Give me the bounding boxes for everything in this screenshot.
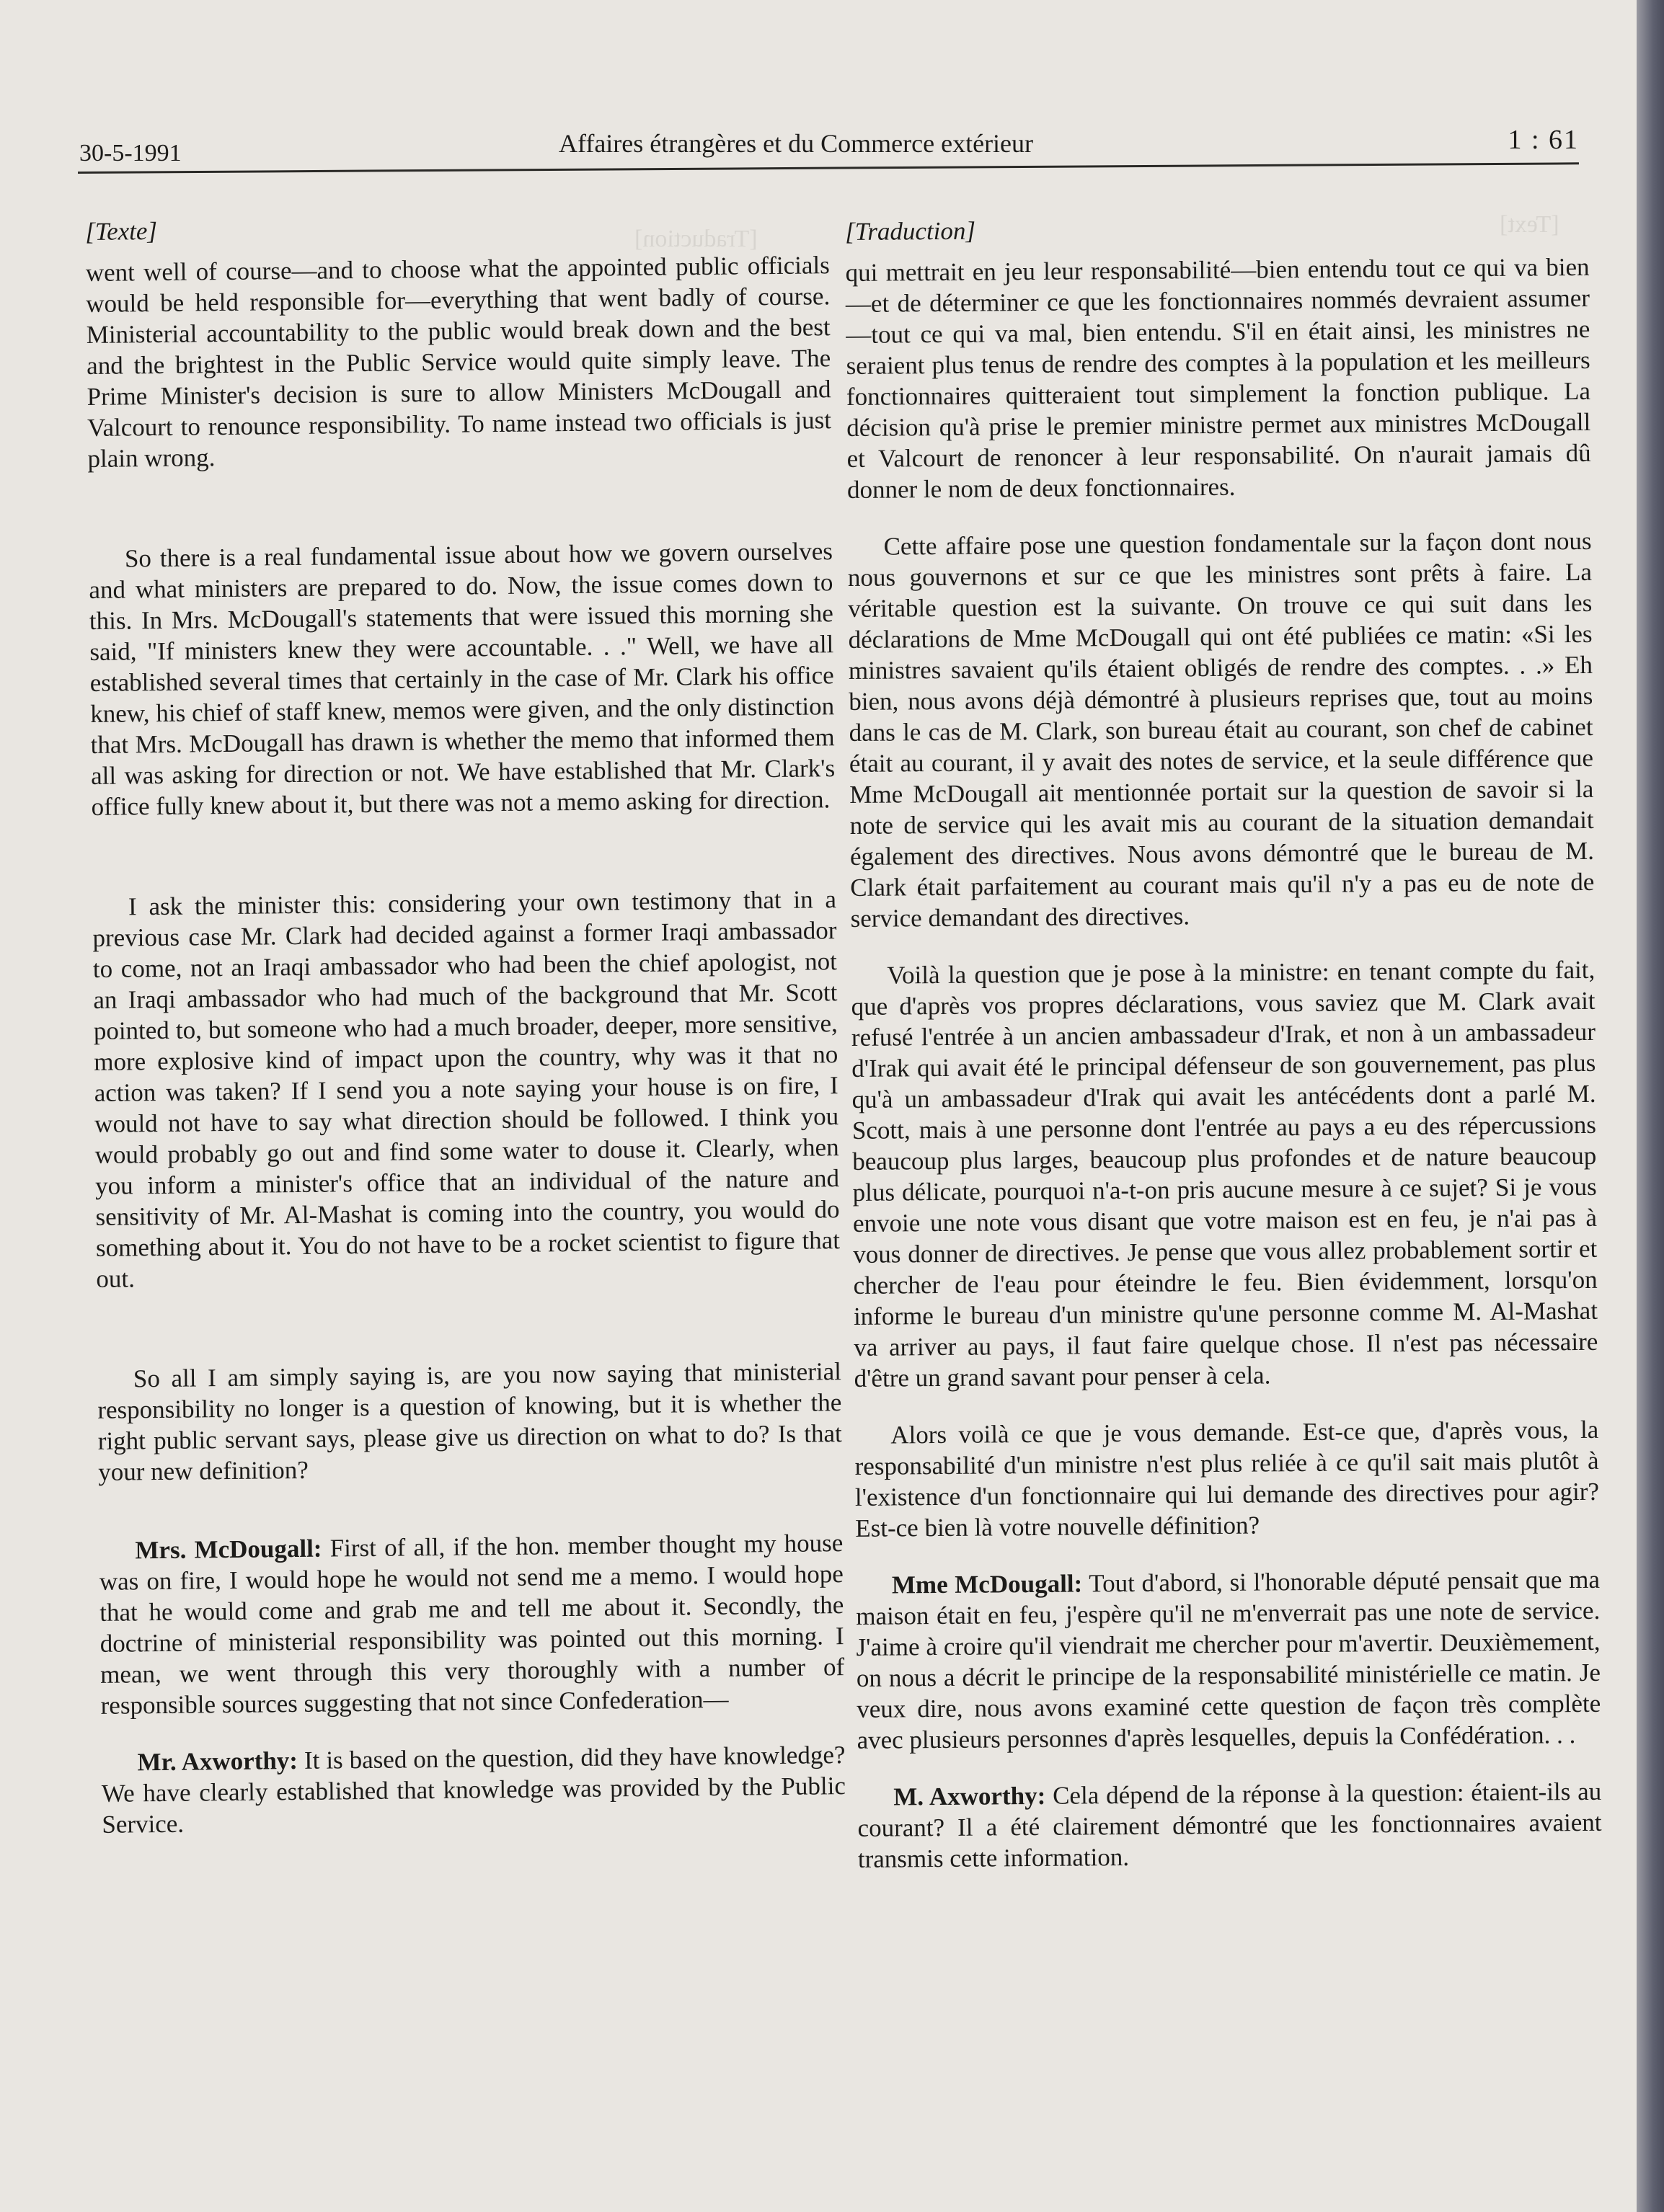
paragraph: Alors voilà ce que je vous demande. Est-ce que, d'après vous, la responsabilité d'un ministre n'est plus reliée à ce qu'il sait mais plutôt à l'existence d'un fonctionnaire qui lui demande des directives pour agir? Est-ce bien là votre nouvelle définition? bbox=[854, 1415, 1600, 1542]
speaker-paragraph bbox=[99, 1527, 845, 1721]
header-page-number: 1 : 61 bbox=[1508, 125, 1579, 155]
column-label-text: Texte bbox=[94, 217, 148, 246]
show-through-text: [Text] bbox=[1500, 211, 1559, 238]
speaker-name: Mme McDougall: bbox=[891, 1569, 1083, 1599]
paragraph: went well of course—and to choose what the appointed public officials would be held responsible for—everything that went badly of course. Ministerial accountability to the public would break down and the best and the brightest in the Public Service would quite simply leave. The Prime Minister's decision is sure to allow Ministers McDougall and Valcourt to renounce responsibility. To name instead two officials is just plain wrong. bbox=[85, 251, 832, 473]
speaker-text: Tout d'abord, si l'honorable député pensait que ma maison était en feu, j'espère qu'il ne m'enverrait pas une note de service. J'aime à croire qu'il viendrait me chercher pour m'avertir. Deuxièmement, on nous a décrit le principe de la responsabilité ministérielle ce matin. Je veux dire, nous avons examiné cette question de façon très complète avec plusieurs personnes d'après lesquelles, depuis la Confédération. . . bbox=[856, 1565, 1601, 1754]
paragraph: I ask the minister this: considering your own testimony that in a previous case Mr. Clark had decided against a former Iraqi ambassador to come, not an Iraqi ambassador who had been the chief apologist, not an Iraqi ambassador who had much of the background that Mr. Scott pointed to, but someone who had a much broader, deeper, more sensitive, more explosive kind of impact upon the country, why was it that no action was taken? If I send you a note saying your house is on fire, I would not have to say what direction should be followed. I think you would probably go out and find some water to douse it. Clearly, when you inform a minister's office that an individual of the nature and sensitivity of Mr. Al-Mashat is coming into the country, you would do something about it. You do not have to be a rocket scientist to figure that out. bbox=[92, 885, 841, 1293]
speaker-text: First of all, if the hon. member thought my house was on fire, I would hope he would not send me a memo. I would hope that he would come and grab me and tell me about it. Secondly, the doctrine of ministerial responsibility was pointed out this morning. I mean, we went through this very thoroughly with a number of responsible sources suggesting that not since Confederation— bbox=[99, 1529, 845, 1720]
paragraph: So there is a real fundamental issue about how we govern ourselves and what ministers are prepared to do. Now, the issue comes down to this. In Mrs. McDougall's statements that were issued this morning she said, "If ministers knew they were accountable. . ." Well, we have all established several times that certainly in the case of Mr. Clark his office knew, his chief of staff knew, memos were given, and the only distinction that Mrs. McDougall has drawn is whether the memo that informed them all was asking for direction or not. We have established that Mr. Clark's office fully knew about it, but there was not a memo asking for direction. bbox=[89, 537, 836, 821]
french-column bbox=[845, 210, 1602, 1875]
column-label: [Traduction] bbox=[845, 216, 976, 246]
speaker-text: It is based on the question, did they have knowledge? We have clearly established that knowledge was provided by the Public Service. bbox=[101, 1741, 846, 1839]
header-date: 30-5-1991 bbox=[79, 140, 182, 166]
show-through-text: [Traduction] bbox=[634, 226, 758, 252]
speaker-name: Mr. Axworthy: bbox=[137, 1746, 298, 1777]
speaker-paragraph bbox=[857, 1776, 1602, 1875]
page-edge bbox=[1637, 0, 1664, 2212]
speaker-name: M. Axworthy: bbox=[893, 1781, 1046, 1811]
paragraph: Voilà la question que je pose à la ministre: en tenant compte du fait, que d'après vos propres déclarations, vous saviez que M. Clark avait refusé l'entrée à un ancien ambassadeur d'Irak, et non à un ambassadeur d'Irak qui avait été le principal défenseur de son gouvernement, pas plus qu'à un ambassadeur d'Irak qui avait les antécédents dont a parlé M. Scott, mais à une personne dont l'entrée au pays a eu des répercussions beaucoup plus larges, beaucoup plus profondes et de nature beaucoup plus délicate, pourquoi n'a-t-on pris aucune mesure à ce sujet? Si je vous envoie une note vous disant que votre maison est en feu, je n'ai pas à vous donner de directives. Je pense que vous allez probablement sortir et chercher de l'eau pour éteindre le feu. Bien évidemment, lorsqu'on informe le bureau d'un ministre qu'une personne comme M. Al-Mashat va arriver au pays, il faut faire quelque chose. Il n'est pas nécessaire d'être un grand savant pour penser à cela. bbox=[851, 955, 1598, 1393]
english-column bbox=[85, 208, 846, 1840]
speaker-paragraph bbox=[856, 1564, 1601, 1756]
header-title: Affaires étrangères et du Commerce extérieur bbox=[559, 129, 1034, 158]
paragraph: So all I am simply saying is, are you now saying that ministerial responsibility no longer is a question of knowing, but it is whether the right public servant says, please give us direction on what to do? Is that your new definition? bbox=[97, 1357, 842, 1486]
paragraph: qui mettrait en jeu leur responsabilité—bien entendu tout ce qui va bien—et de déterminer ce que les fonctionnaires nommés devraient assumer—tout ce qui va mal, bien entendu. S'il en était ainsi, les ministres ne seraient plus tenus de rendre des comptes à la population et les meilleurs fonctionnaires quitteraient tout simplement la fonction publique. La décision qu'à prise le premier ministre permet aux ministres McDougall et Valcourt de renoncer à leur responsabilité. On n'aurait jamais dû donner le nom de deux fonctionnaires. bbox=[845, 252, 1591, 504]
speaker-name: Mrs. McDougall: bbox=[135, 1534, 322, 1565]
column-label-text: Traduction bbox=[854, 216, 966, 246]
speaker-text: Cela dépend de la réponse à la question: étaient-ils au courant? Il a été clairement démontré que les fonctionnaires avaient transmis cette information. bbox=[857, 1777, 1602, 1873]
paragraph: Cette affaire pose une question fondamentale sur la façon dont nous nous gouvernons et sur ce que les ministres sont prêts à faire. La véritable question est la suivante. On trouve ce qui suit dans les déclarations de Mme McDougall qui ont été publiées ce matin: «Si les ministres savaient qu'ils étaient obligés de rendre des comptes. . .» Eh bien, nous avons déjà démontré à plusieurs reprises que, tout au moins dans le cas de M. Clark, son bureau était au courant, son chef de cabinet était au courant, il y avait des notes de service, et la seule différence que Mme McDougall ait mentionnée portait sur la question de savoir si la note de service qui les avait mis au courant de la situation demandait également des directives. Nous avons démontré que le bureau de M. Clark était parfaitement au courant mais qu'il n'y a pas eu de note de service demandant des directives. bbox=[847, 526, 1595, 933]
speaker-paragraph bbox=[101, 1739, 846, 1840]
page-header bbox=[79, 124, 1579, 167]
column-label: [Texte] bbox=[85, 216, 158, 246]
